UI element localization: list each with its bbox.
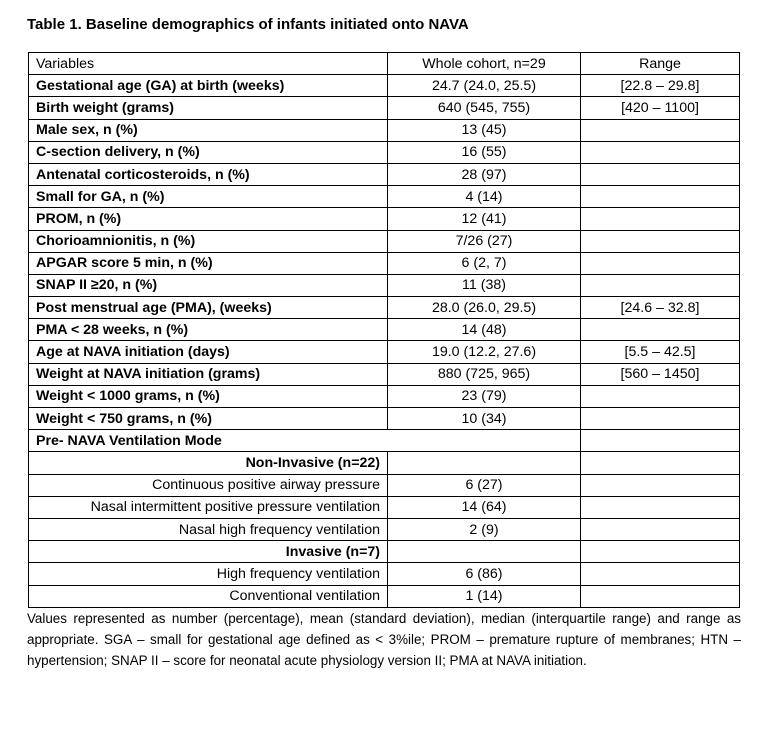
row-range xyxy=(581,496,740,518)
row-range: [5.5 – 42.5] xyxy=(581,341,740,363)
table-row xyxy=(29,319,740,341)
row-range xyxy=(581,274,740,296)
table-row xyxy=(29,585,740,607)
table-footnote: Values represented as number (percentage), mean (standard deviation), median (interquartile range) and range as appropriate. SGA – small for gestational age defined as < 3%ile; PROM – premature rupture of membranes; HTN – hypertension; SNAP II – score for neonatal acute physiology version II; PMA at NAVA initiation. xyxy=(27,611,741,668)
row-label: Birth weight (grams) xyxy=(29,97,388,119)
row-value: 10 (34) xyxy=(388,408,581,430)
row-value: 16 (55) xyxy=(388,141,581,163)
row-range xyxy=(581,186,740,208)
row-range xyxy=(581,474,740,496)
table-row xyxy=(29,341,740,363)
row-label: Age at NAVA initiation (days) xyxy=(29,341,388,363)
row-range xyxy=(581,408,740,430)
row-value: 28.0 (26.0, 29.5) xyxy=(388,297,581,319)
header-cohort: Whole cohort, n=29 xyxy=(388,53,581,75)
row-value xyxy=(388,452,581,474)
header-variables: Variables xyxy=(29,53,388,75)
table-row xyxy=(29,496,740,518)
row-label: Male sex, n (%) xyxy=(29,119,388,141)
row-value: 12 (41) xyxy=(388,208,581,230)
invasive-group-label: Invasive (n=7) xyxy=(29,541,388,563)
row-label: Weight < 750 grams, n (%) xyxy=(29,408,388,430)
row-value xyxy=(388,541,581,563)
row-value: 24.7 (24.0, 25.5) xyxy=(388,75,581,97)
table-row xyxy=(29,518,740,540)
row-value: 880 (725, 965) xyxy=(388,363,581,385)
row-value: 28 (97) xyxy=(388,163,581,185)
row-label: Nasal high frequency ventilation xyxy=(29,518,388,540)
table-row xyxy=(29,141,740,163)
row-value: 2 (9) xyxy=(388,518,581,540)
row-label: Continuous positive airway pressure xyxy=(29,474,388,496)
row-range: [560 – 1450] xyxy=(581,363,740,385)
row-value: 4 (14) xyxy=(388,186,581,208)
ventilation-section-row xyxy=(29,430,740,452)
table-row xyxy=(29,163,740,185)
row-label: Weight at NAVA initiation (grams) xyxy=(29,363,388,385)
row-value: 13 (45) xyxy=(388,119,581,141)
row-range xyxy=(581,541,740,563)
row-value: 640 (545, 755) xyxy=(388,97,581,119)
row-label: C-section delivery, n (%) xyxy=(29,141,388,163)
row-range xyxy=(581,141,740,163)
table-row xyxy=(29,385,740,407)
row-value: 14 (64) xyxy=(388,496,581,518)
table-row xyxy=(29,563,740,585)
row-range xyxy=(581,385,740,407)
row-range xyxy=(581,119,740,141)
row-label: High frequency ventilation xyxy=(29,563,388,585)
row-label: Nasal intermittent positive pressure ventilation xyxy=(29,496,388,518)
row-range: [420 – 1100] xyxy=(581,97,740,119)
row-value: 6 (27) xyxy=(388,474,581,496)
row-label: APGAR score 5 min, n (%) xyxy=(29,252,388,274)
table-row xyxy=(29,119,740,141)
row-label: Small for GA, n (%) xyxy=(29,186,388,208)
table-row xyxy=(29,97,740,119)
demographics-table xyxy=(28,52,740,608)
row-range xyxy=(581,518,740,540)
table-row xyxy=(29,208,740,230)
header-row xyxy=(29,53,740,75)
row-value: 1 (14) xyxy=(388,585,581,607)
non-invasive-group-row xyxy=(29,452,740,474)
row-value: 23 (79) xyxy=(388,385,581,407)
header-range: Range xyxy=(581,53,740,75)
table-title: Table 1. Baseline demographics of infants initiated onto NAVA xyxy=(27,16,469,33)
row-range xyxy=(581,252,740,274)
row-label: SNAP II ≥20, n (%) xyxy=(29,274,388,296)
table-row xyxy=(29,186,740,208)
row-range xyxy=(581,563,740,585)
row-range: [24.6 – 32.8] xyxy=(581,297,740,319)
row-range: [22.8 – 29.8] xyxy=(581,75,740,97)
table-row xyxy=(29,75,740,97)
invasive-group-row xyxy=(29,541,740,563)
non-invasive-group-label: Non-Invasive (n=22) xyxy=(29,452,388,474)
row-label: Gestational age (GA) at birth (weeks) xyxy=(29,75,388,97)
row-range xyxy=(581,430,740,452)
row-label: Conventional ventilation xyxy=(29,585,388,607)
row-label: Chorioamnionitis, n (%) xyxy=(29,230,388,252)
ventilation-section-spacer xyxy=(388,430,581,452)
table-row xyxy=(29,297,740,319)
row-value: 11 (38) xyxy=(388,274,581,296)
row-value: 6 (2, 7) xyxy=(388,252,581,274)
table-row xyxy=(29,274,740,296)
ventilation-section-label: Pre- NAVA Ventilation Mode xyxy=(29,430,388,452)
row-range xyxy=(581,585,740,607)
table-row xyxy=(29,408,740,430)
row-range xyxy=(581,208,740,230)
row-range xyxy=(581,319,740,341)
row-range xyxy=(581,163,740,185)
row-range xyxy=(581,230,740,252)
table-row xyxy=(29,252,740,274)
table-row xyxy=(29,474,740,496)
row-label: Antenatal corticosteroids, n (%) xyxy=(29,163,388,185)
row-value: 7/26 (27) xyxy=(388,230,581,252)
row-label: PMA < 28 weeks, n (%) xyxy=(29,319,388,341)
row-label: Post menstrual age (PMA), (weeks) xyxy=(29,297,388,319)
row-value: 14 (48) xyxy=(388,319,581,341)
row-range xyxy=(581,452,740,474)
row-value: 19.0 (12.2, 27.6) xyxy=(388,341,581,363)
row-label: PROM, n (%) xyxy=(29,208,388,230)
table-row xyxy=(29,230,740,252)
row-value: 6 (86) xyxy=(388,563,581,585)
table-row xyxy=(29,363,740,385)
row-label: Weight < 1000 grams, n (%) xyxy=(29,385,388,407)
